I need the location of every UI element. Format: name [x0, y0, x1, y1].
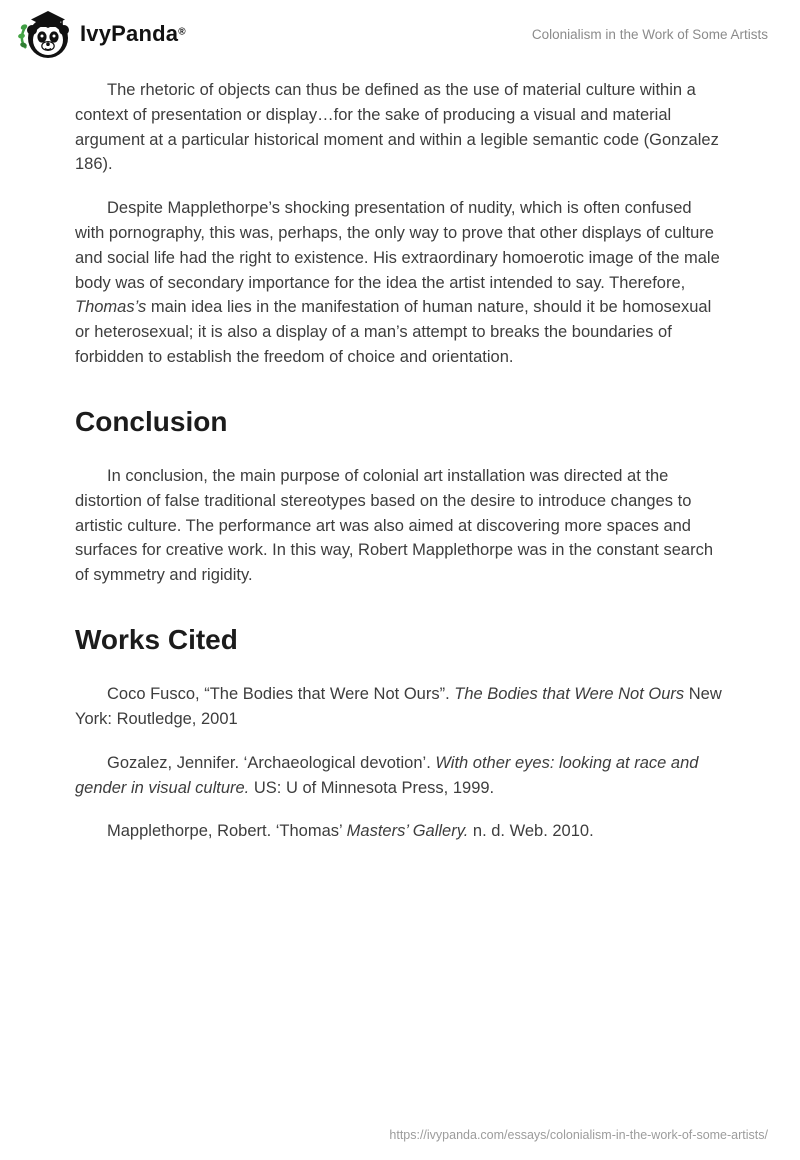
- paragraph: [75, 682, 722, 732]
- source-url: https://ivypanda.com/essays/colonialism-in-the-work-of-some-artists/: [389, 1128, 768, 1142]
- text-run: n. d. Web. 2010.: [468, 822, 594, 841]
- text-run: main idea lies in the manifestation of human nature, should it be homosexual or heterosexual; it is also a display of a man’s attempt to breaks the boundaries of forbidden to establish the freedom of choice and orientation.: [75, 298, 712, 366]
- text-run: Coco Fusco, “The Bodies that Were Not Ours”.: [107, 685, 455, 704]
- paragraph: [75, 819, 722, 844]
- paragraph: [75, 464, 722, 588]
- ivypanda-logo-icon: [18, 8, 70, 60]
- registered-mark: ®: [178, 26, 186, 38]
- page-footer: [389, 1126, 768, 1144]
- brand: [18, 8, 186, 60]
- text-run: The rhetoric of objects can thus be defined as the use of material culture within a context of presentation or display…for the sake of producing a visual and material argument at a particular historical moment and within a legible semantic code (Gonzalez 186).: [75, 81, 719, 174]
- section-heading: Conclusion: [75, 405, 228, 437]
- document-content: [0, 58, 800, 844]
- text-run: Mapplethorpe, Robert. ‘Thomas’: [107, 822, 347, 841]
- text-run: US: U of Minnesota Press, 1999.: [249, 778, 495, 797]
- text-run: Despite Mapplethorpe’s shocking presentation of nudity, which is often confused with pornography, this was, perhaps, the only way to prove that other displays of culture and social life had the right to existence. His extraordinary homoerotic image of the male body was of secondary importance for the idea the artist intended to say. Therefore,: [75, 199, 720, 292]
- section-heading: Works Cited: [75, 623, 238, 655]
- text-run: In conclusion, the main purpose of colonial art installation was directed at the distortion of false traditional stereotypes based on the desire to introduce changes to artistic culture. The performance art was also aimed at discovering more spaces and surfaces for creative work. In this way, Robert Mapplethorpe was in the constant search of symmetry and rigidity.: [75, 466, 713, 585]
- text-run: Gozalez, Jennifer. ‘Archaeological devotion’.: [107, 753, 436, 772]
- italic-text-run: Masters’ Gallery.: [346, 822, 469, 841]
- brand-name: IvyPanda: [80, 21, 179, 46]
- paragraph: [75, 78, 722, 177]
- italic-text-run: Thomas’s: [75, 298, 147, 317]
- paragraph: [75, 751, 722, 801]
- document-title: Colonialism in the Work of Some Artists: [531, 26, 768, 42]
- paragraph: [75, 196, 722, 370]
- text-run: New York: Routledge, 2001: [75, 685, 722, 728]
- italic-text-run: With other eyes: looking at race and gender in visual culture.: [75, 753, 699, 797]
- page-header: [0, 0, 800, 58]
- italic-text-run: The Bodies that Were Not Ours: [454, 685, 685, 704]
